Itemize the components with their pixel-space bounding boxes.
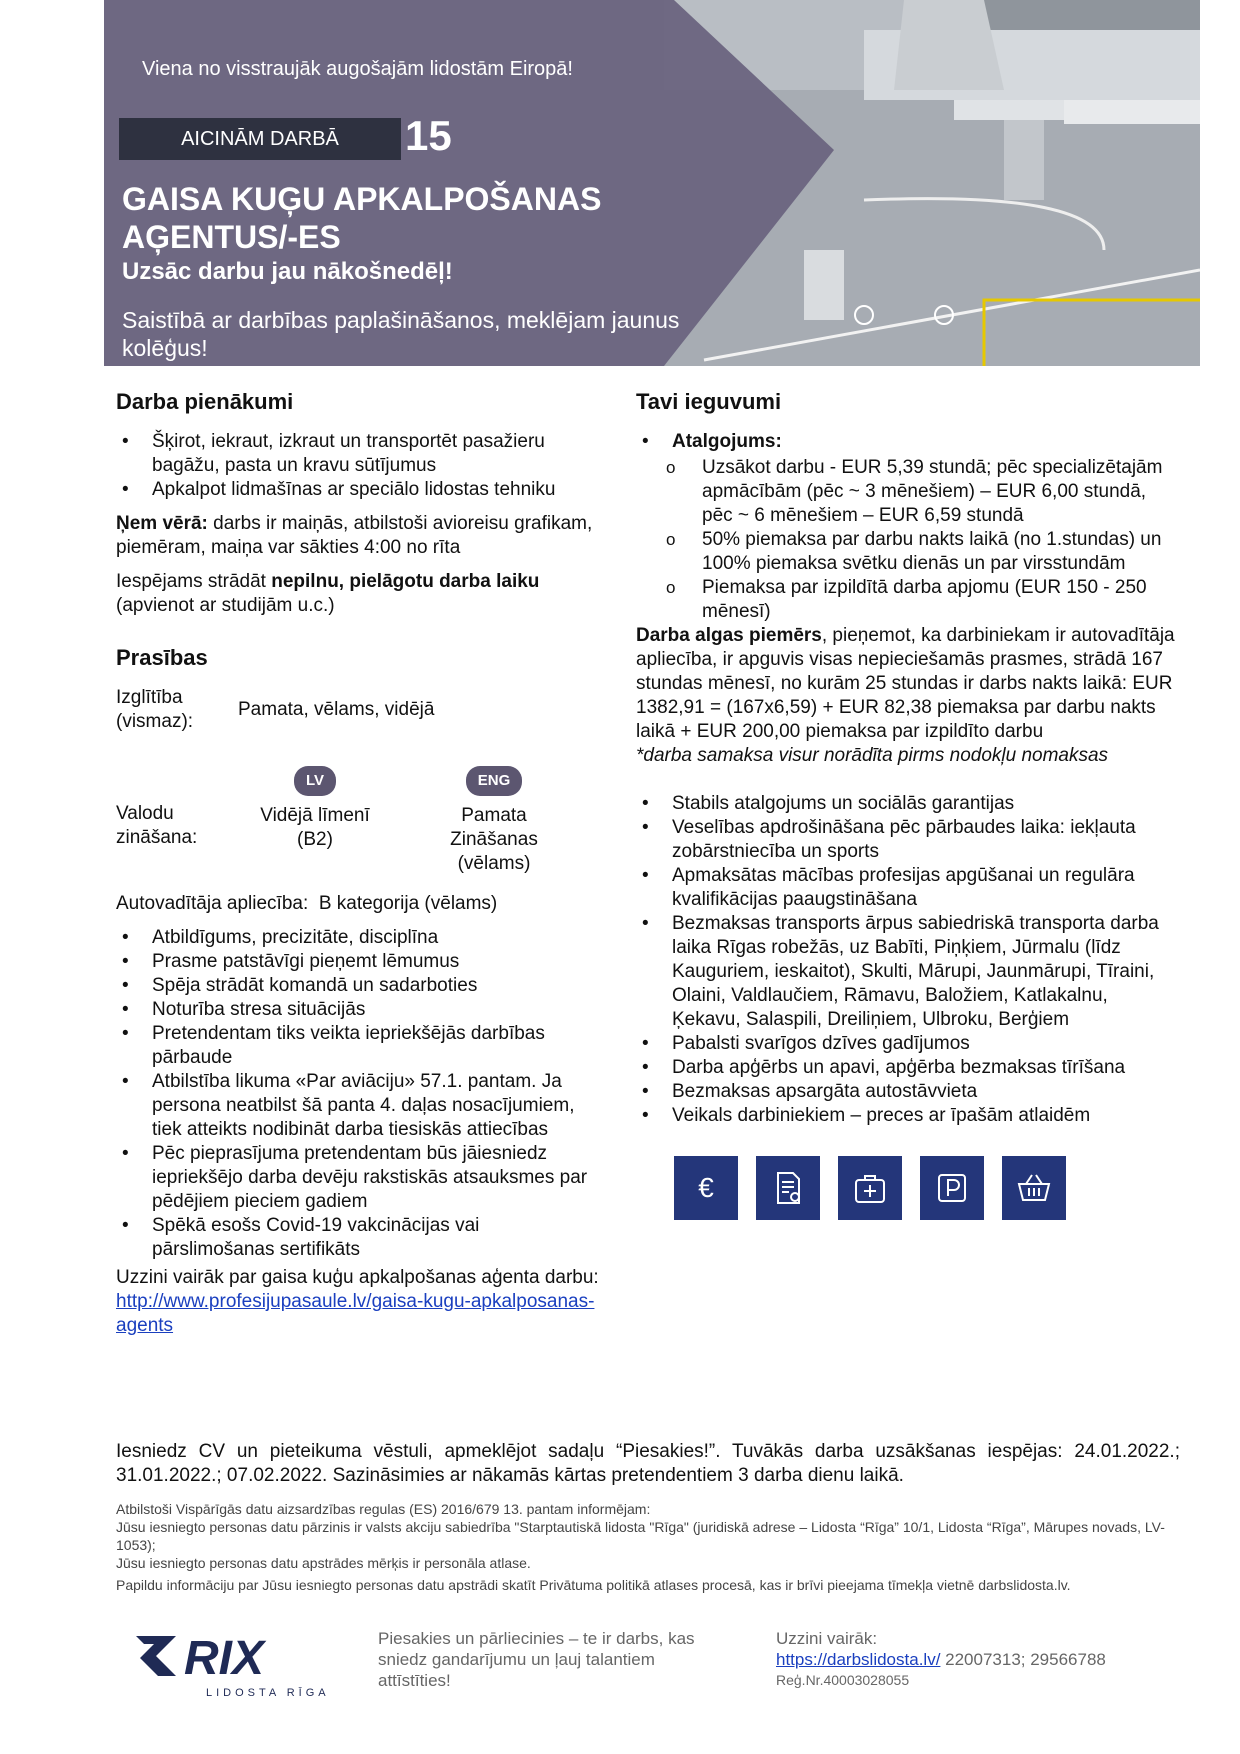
language-lv [240,766,390,852]
parttime-pre: Iespējams strādāt [116,571,272,592]
list-item: • Noturība stresa situācijās [116,998,602,1022]
more-info-text: Uzzini vairāk par gaisa kuģu apkalpošanas aģenta darbu: [116,1267,599,1288]
footer [116,1628,1180,1708]
list-item: • Šķirot, iekraut, izkraut un transportēt pasažieru bagāžu, pasta un kravu sūtījumus [116,430,602,478]
list-item: o Piemaksa par izpildītā darba apjomu (EUR 150 - 250 mēnesī) [636,576,1176,624]
lv-level: Vidējā līmenī (B2) [260,805,370,850]
list-item: • Atbildīgums, precizitāte, disciplīna [116,926,602,950]
footer-slogan: Piesakies un pārliecinies – te ir darbs, kas sniedz gandarījumu un ļauj talantiem attīstīties! [378,1629,695,1690]
education-row [116,686,602,740]
salary-label: Atalgojums: [672,431,782,452]
duties-heading: Darba pienākumi [116,389,294,414]
list-item: • Darba apģērbs un apavi, apģērba bezmaksas tīrīšana [636,1056,1176,1080]
hero-tagline: Viena no visstraujāk augošajām lidostām Eiropā! [142,58,573,80]
list-item: • Stabils atalgojums un sociālās garantijas [636,792,1176,816]
list-item: • Veikals darbiniekiem – preces ar īpašām atlaidēm [636,1104,1176,1128]
language-eng [434,766,554,876]
list-item: • Atbilstība likuma «Par aviāciju» 57.1. pantam. Ja persona neatbilst šā panta 4. daļas nosacījumiem, tiek atteikts nodibināt darba tiesiskās attiecības [116,1070,602,1142]
apply-note: Iesniedz CV un pieteikuma vēstuli, apmeklējot sadaļu “Piesakies!”. Tuvākās darba uzsākšanas iespējas: 24.01.2022.; 31.01.2022.; 07.02.2022. Sazināsimies ar nākamās kārtas pretendentiem 3 darba dienu laikā. [116,1441,1180,1486]
salary-example [636,624,1176,744]
language-row [116,766,602,886]
list-item: • Pretendentam tiks veikta iepriekšējās darbības pārbaude [116,1022,602,1070]
list-item: o Uzsākot darbu - EUR 5,39 stundā; pēc specializētajām apmācībām (pēc ~ 3 mēnešiem) – EUR 6,00 stundā, pēc ~ 6 mēnešiem – EUR 6,59 stundā [636,456,1176,528]
salary-list [636,430,1176,624]
tax-note: *darba samaksa visur norādīta pirms nodokļu nomaksas [636,745,1109,766]
gdpr-line: Atbilstoši Vispārīgās datu aizsardzības regulas (ES) 2016/679 13. pantam informējam: [116,1501,651,1517]
gdpr-notice [116,1500,1180,1594]
lv-badge: LV [294,766,336,796]
footer-more-label: Uzzini vairāk: [776,1629,878,1648]
education-value: Pamata, vēlams, vidējā [238,699,435,720]
salary-example-text: , pieņemot, ka darbiniekam ir autovadītāja apliecība, ir apguvis visas nepieciešamās prasmes, strādā 167 stundas mēnesī, no kurām 25 stundas ir darbs nakts laikā: EUR 1382,91 = (167x6,59) + EUR 82,38 piemaksa par darbu nakts laikā + EUR 200,00 piemaksa par izpildīto darbu [636,625,1175,742]
rix-logo-sub: LIDOSTA RĪGA [206,1687,330,1699]
eng-level: Pamata Zināšanas (vēlams) [450,805,538,874]
gdpr-line: Jūsu iesniegto personas datu apstrādes mērķis ir personāla atlase. [116,1555,531,1571]
list-item: • Pēc pieprasījuma pretendentam būs jāiesniedz iepriekšējo darba devēju rakstiskās atsauksmes par pēdējiem pieciem gadiem [116,1142,602,1214]
footer-phones: 22007313; 29566788 [940,1650,1106,1669]
shift-note-text: darbs ir maiņās, atbilstoši avioreisu grafikam, piemēram, maiņa var sākties 4:00 no rīta [116,513,593,558]
hero-banner [104,0,1200,366]
list-item: • Prasme patstāvīgi pieņemt lēmumus [116,950,602,974]
requirements-list [116,926,602,1262]
shift-note-label: Ņem vērā: [116,513,208,534]
footer-link-row [776,1649,1196,1670]
invite-badge: AICINĀM DARBĀ [119,118,401,160]
job-title: GAISA KUĢU APKALPOŠANAS AĢENTUS/-ES [122,181,602,255]
benefits-list [636,792,1176,1128]
svg-text:€: € [698,1172,714,1203]
list-item: o 50% piemaksa par darbu nakts laikā (no 1.stundas) un 100% piemaksa svētku dienās un par virsstundām [636,528,1176,576]
shopping-basket-icon [1002,1156,1066,1220]
salary-item [636,430,1176,624]
list-item: • Pabalsti svarīgos dzīves gadījumos [636,1032,1176,1056]
salary-example-label: Darba algas piemērs [636,625,822,646]
education-label: Izglītība (vismaz): [116,687,194,732]
salary-sublist [636,456,1176,624]
list-item: • Bezmaksas apsargāta autostāvvieta [636,1080,1176,1104]
parking-icon [920,1156,984,1220]
rix-logo [136,1632,336,1699]
language-label: Valodu zināšana: [116,803,198,848]
license-row [116,892,602,916]
list-item: • Apkalpot lidmašīnas ar speciālo lidostas tehniku [116,478,602,502]
euro-icon [674,1156,738,1220]
parttime-post: (apvienot ar studijām u.c.) [116,595,335,616]
medical-kit-icon [838,1156,902,1220]
list-item: • Spēkā esošs Covid-19 vakcinācijas vai pārslimošanas sertifikāts [116,1214,602,1262]
eng-badge: ENG [466,766,523,796]
shift-note [116,512,602,560]
document-icon [756,1156,820,1220]
rix-logo-text: RIX [184,1632,265,1680]
hero-intro: Saistībā ar darbības paplašināšanos, meklējam jaunus kolēģus! [122,307,680,361]
license-label: Autovadītāja apliecība: [116,893,309,914]
footer-contact [776,1628,1196,1691]
parttime-bold: nepilnu, pielāgotu darba laiku [271,571,540,592]
benefits-heading: Tavi ieguvumi [636,389,782,414]
vacancy-count: 15 [405,112,452,159]
footer-link[interactable]: https://darbslidosta.lv/ [776,1650,941,1669]
parttime-note [116,570,602,618]
list-item: • Spēja strādāt komandā un sadarboties [116,974,602,998]
list-item: • Veselības apdrošināšana pēc pārbaudes laika: iekļauta zobārstniecība un sports [636,816,1176,864]
right-column [636,390,1176,1220]
duties-list [116,430,602,502]
left-column [116,390,602,1338]
requirements-heading: Prasības [116,645,208,670]
list-item: • Apmaksātas mācības profesijas apgūšanai un regulāra kvalifikācijas paaugstināšana [636,864,1176,912]
more-info [116,1266,602,1338]
benefit-icons [674,1156,1176,1220]
rix-logo-mark [136,1632,336,1680]
gdpr-line: Papildu informāciju par Jūsu iesniegto personas datu apstrādi skatīt Privātuma politikā atlases procesā, kas ir brīvi pieejama tīmekļa vietnē darbslidosta.lv. [116,1577,1071,1593]
footer-reg: Reģ.Nr.40003028055 [776,1672,910,1688]
profession-link[interactable]: http://www.profesijupasaule.lv/gaisa-kugu-apkalposanas-agents [116,1291,595,1336]
hero-subtitle: Uzsāc darbu jau nākošnedēļ! [122,258,453,285]
gdpr-line: Jūsu iesniegto personas datu pārzinis ir valsts akciju sabiedrība "Starptautiskā lidosta "Rīga" (juridiskā adrese – Lidosta “Rīga” 10/1, Lidosta “Rīga”, Mārupes novads, LV-1053); [116,1519,1165,1553]
list-item: • Bezmaksas transports ārpus sabiedriskā transporta darba laika Rīgas robežās, uz Babīti, Piņķiem, Jūrmalu (līdz Kauguriem, ieskaitot), Skulti, Mārupi, Jaunmārupi, Tīraini, Olaini, Valdlaučiem, Rāmavu, Baložiem, Katlakalnu, Ķekavu, Salaspili, Dreiliņiem, Ulbroku, Berģiem [636,912,1176,1032]
license-value: B kategorija (vēlams) [318,893,498,914]
